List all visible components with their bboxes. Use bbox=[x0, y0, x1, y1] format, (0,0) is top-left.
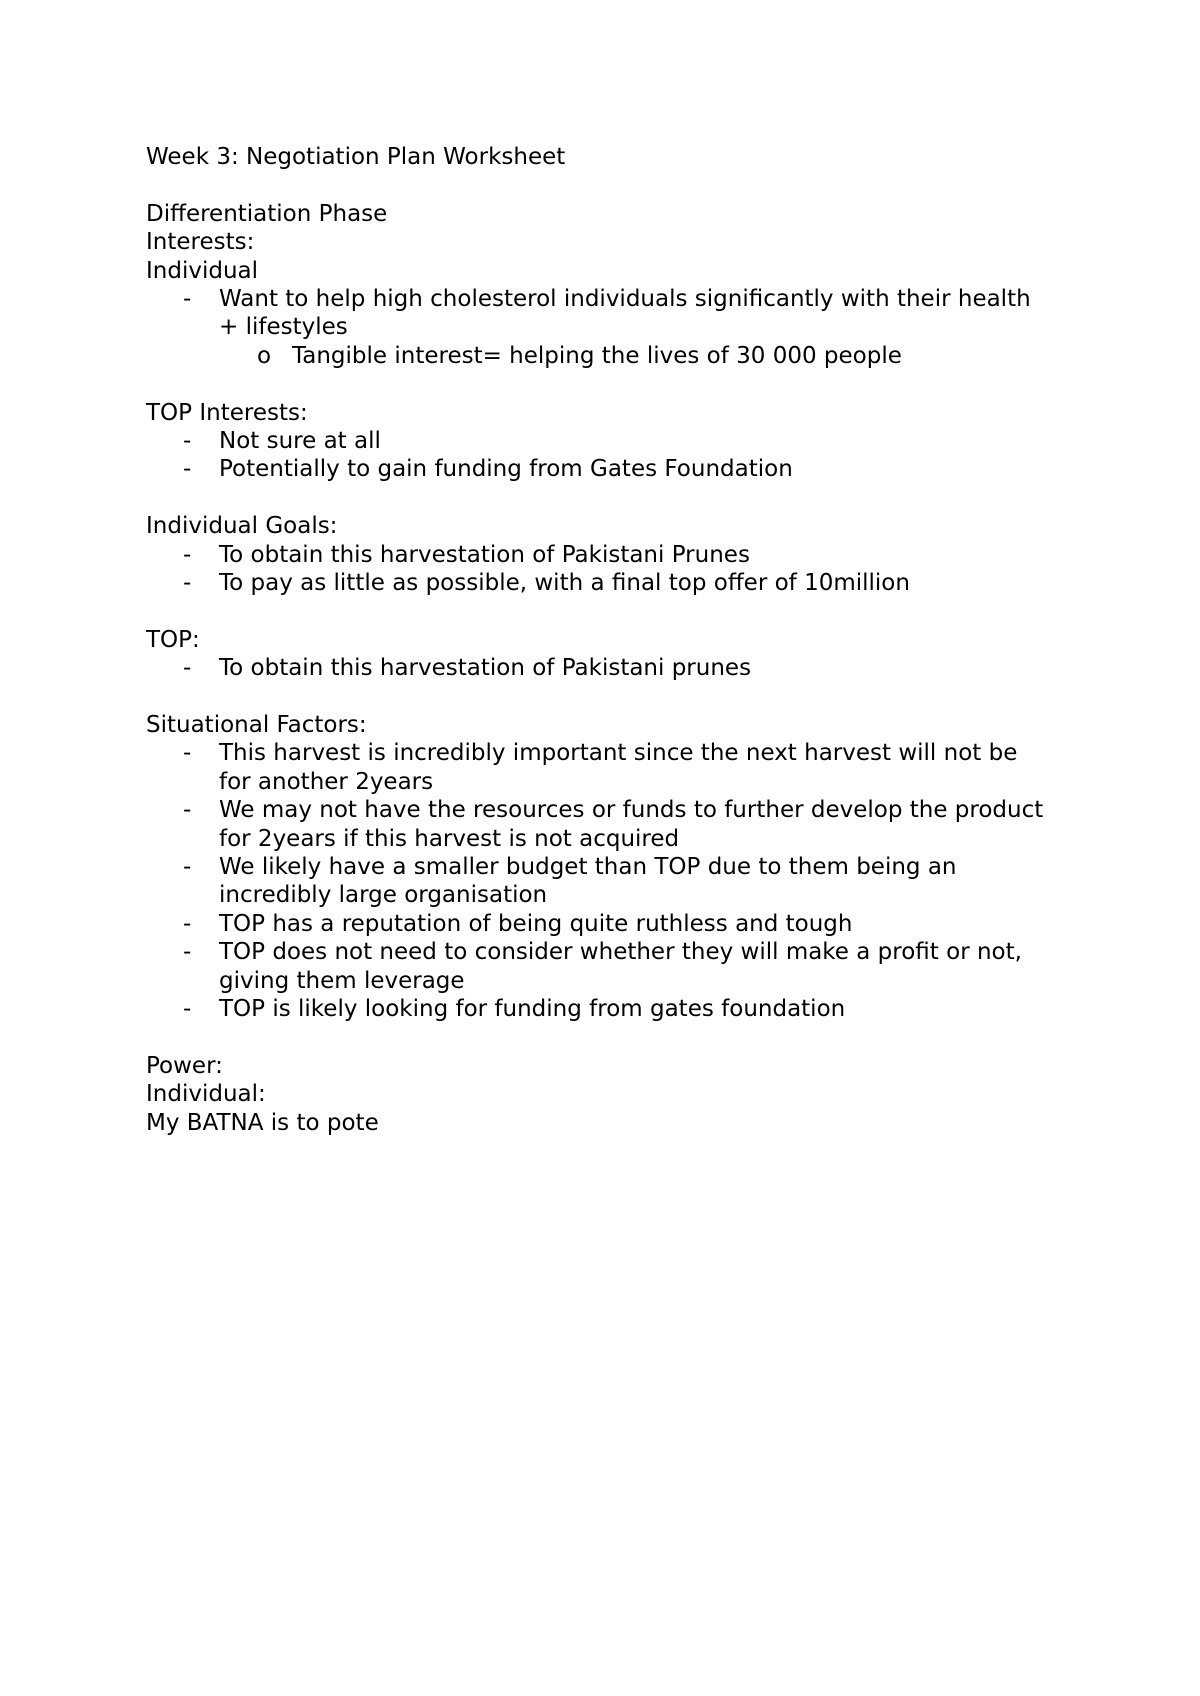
dash-bullet-icon: - bbox=[183, 655, 192, 682]
dash-bullet-icon: - bbox=[183, 854, 192, 881]
list-item bbox=[146, 569, 1056, 597]
document-title: Week 3: Negotiation Plan Worksheet bbox=[146, 144, 566, 170]
dash-bullet-icon: - bbox=[183, 797, 192, 824]
dash-bullet-icon: - bbox=[183, 541, 192, 568]
top-interests-heading: TOP Interests: bbox=[146, 399, 308, 426]
interests-heading: Interests: bbox=[146, 229, 255, 256]
list-item-text: Want to help high cholesterol individuals significantly with their health + lifestyles bbox=[219, 286, 1031, 341]
list-item-text: To obtain this harvestation of Pakistani prunes bbox=[219, 655, 752, 682]
list-item-text: TOP is likely looking for funding from gates foundation bbox=[219, 996, 846, 1023]
list-item bbox=[146, 541, 1056, 569]
list-item-text: To obtain this harvestation of Pakistani Prunes bbox=[219, 541, 750, 568]
blank-line bbox=[146, 1024, 1056, 1052]
individual-heading: Individual bbox=[146, 257, 259, 284]
list-item bbox=[146, 654, 1056, 682]
dash-bullet-icon: - bbox=[183, 286, 192, 313]
dash-bullet-icon: - bbox=[183, 456, 192, 483]
list-item bbox=[146, 285, 1056, 342]
dash-bullet-icon: - bbox=[183, 570, 192, 597]
list-item-text: Potentially to gain funding from Gates Foundation bbox=[219, 456, 793, 483]
sub-list-item bbox=[146, 342, 1056, 370]
list-item bbox=[146, 427, 1056, 455]
differentiation-heading: Differentiation Phase bbox=[146, 200, 388, 227]
circle-bullet-icon: o bbox=[257, 342, 272, 369]
list-item-text: We likely have a smaller budget than TOP due to them being an incredibly large organisation bbox=[219, 854, 957, 909]
blank-line bbox=[146, 484, 1056, 512]
dash-bullet-icon: - bbox=[183, 939, 192, 966]
batna-text: My BATNA is to pote bbox=[146, 1109, 379, 1136]
list-item-text: We may not have the resources or funds to further develop the product for 2years if this harvest is not acquired bbox=[219, 797, 1044, 852]
dash-bullet-icon: - bbox=[183, 910, 192, 937]
individual-goals-heading: Individual Goals: bbox=[146, 513, 338, 540]
dash-bullet-icon: - bbox=[183, 740, 192, 767]
blank-line bbox=[146, 171, 1056, 199]
list-item-text: Not sure at all bbox=[219, 428, 381, 455]
dash-bullet-icon: - bbox=[183, 428, 192, 455]
list-item-text: TOP does not need to consider whether they will make a profit or not, giving them leverage bbox=[219, 939, 1022, 994]
power-heading: Power: bbox=[146, 1052, 223, 1079]
list-item bbox=[146, 455, 1056, 483]
list-item bbox=[146, 739, 1056, 796]
blank-line bbox=[146, 370, 1056, 398]
blank-line bbox=[146, 683, 1056, 711]
list-item bbox=[146, 995, 1056, 1023]
list-item bbox=[146, 796, 1056, 853]
document-body bbox=[146, 143, 1056, 1137]
situational-factors-heading: Situational Factors: bbox=[146, 712, 367, 739]
list-item-text: TOP has a reputation of being quite ruthless and tough bbox=[219, 910, 853, 937]
dash-bullet-icon: - bbox=[183, 996, 192, 1023]
blank-line bbox=[146, 597, 1056, 625]
power-individual-heading: Individual: bbox=[146, 1081, 266, 1108]
list-item-text: This harvest is incredibly important since the next harvest will not be for another 2years bbox=[219, 740, 1018, 795]
list-item-text: To pay as little as possible, with a final top offer of 10million bbox=[219, 570, 910, 597]
list-item bbox=[146, 938, 1056, 995]
list-item bbox=[146, 910, 1056, 938]
sub-list-item-text: Tangible interest= helping the lives of 30 000 people bbox=[292, 342, 902, 369]
top-heading: TOP: bbox=[146, 626, 200, 653]
list-item bbox=[146, 853, 1056, 910]
